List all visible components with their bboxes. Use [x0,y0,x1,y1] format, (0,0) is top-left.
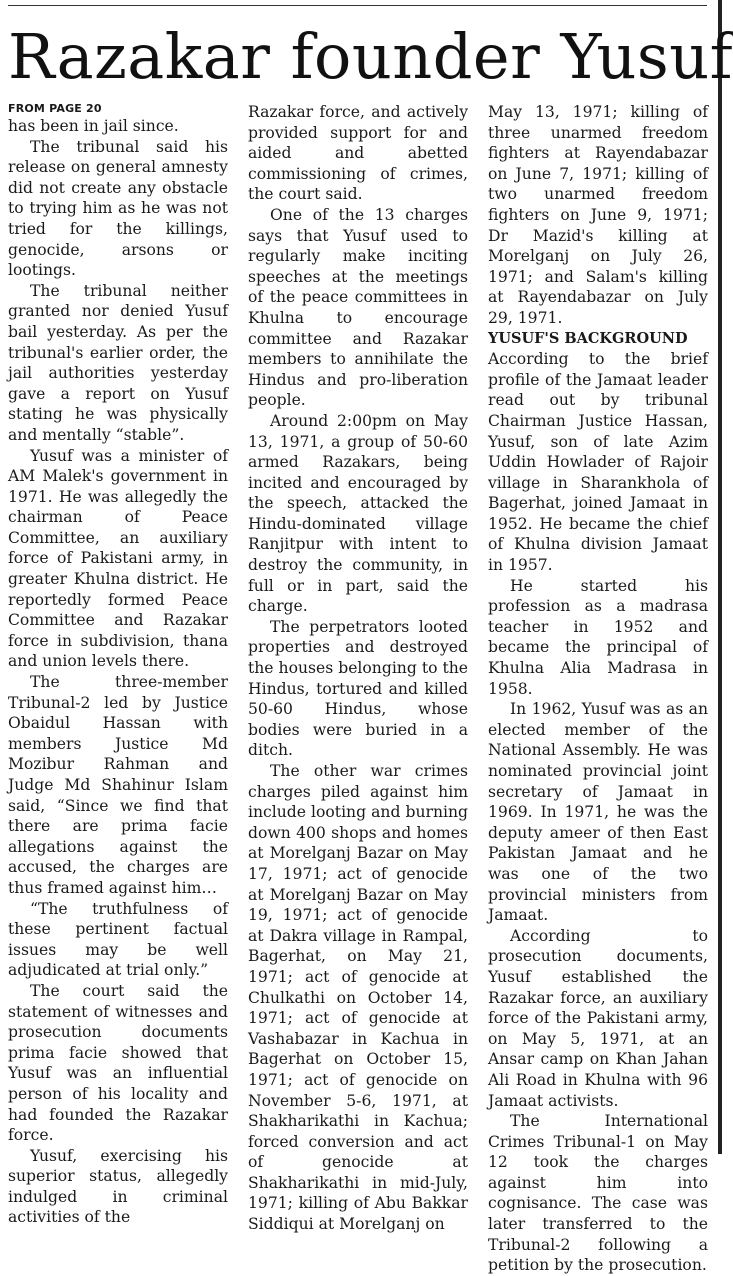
section-subhead: YUSUF'S BACKGROUND [488,329,688,347]
paragraph: has been in jail since. [8,117,179,135]
top-rule [8,5,707,6]
paragraph: The International Crimes Tribunal-1 on May 12 took the charges against him into cognisance. The case was later transferred to the Tribunal-2 following a petition by the prosecution. [488,1112,708,1275]
paragraph: In 1962, Yusuf was as an elected member of the National Assembly. He was nominated provincial joint secretary of Jamaat in 1969. In 1971, he was the deputy ameer of then East Pakistan Jamaat and he was one of the two provincial ministers from Jamaat. [488,700,708,925]
paragraph: The three-member Tribunal-2 led by Justice Obaidul Hassan with members Justice Md Mozibur Rahman and Judge Md Shahinur Islam said, “Since we find that there are prima facie allegations against the accused, the charges are thus framed against him… [8,673,228,897]
column-1 [8,102,228,1227]
paragraph: May 13, 1971; killing of three unarmed freedom fighters at Rayendabazar on June 7, 1971; killing of two unarmed freedom fighters on June 9, 1971; Dr Mazid's killing at Morelganj on July 26, 1971; and Salam's killing at Rayendabazar on July 29, 1971. [488,103,708,327]
page-edge-rule [718,0,722,1154]
paragraph: “The truthfulness of these pertinent factual issues may be well adjudicated at trial only.” [8,899,228,980]
paragraph: Yusuf was a minister of AM Malek's government in 1971. He was allegedly the chairman of Peace Committee, an auxiliary force of Pakistani army, in greater Khulna district. He reportedly formed Peace Committee and Razakar force in subdivision, thana and union levels there. [8,446,228,671]
paragraph: One of the 13 charges says that Yusuf used to regularly make inciting speeches at the meetings of the peace committees in Khulna to encourage committee and Razakar members to annihilate the Hindus and pro-liberation people. [248,205,468,410]
column-2 [248,102,468,1234]
paragraph: Yusuf, exercising his superior status, allegedly indulged in criminal activities of the [8,1146,228,1227]
column-3 [488,102,708,1275]
paragraph: The perpetrators looted properties and destroyed the houses belonging to the Hindus, tortured and killed 50-60 Hindus, whose bodies were buried in a ditch. [248,617,468,760]
headline: Razakar founder Yusuf [8,20,733,93]
paragraph: According to the brief profile of the Jamaat leader read out by tribunal Chairman Justice Hassan, Yusuf, son of late Azim Uddin Howlader of Rajoir village in Sharankhola of Bagerhat, joined Jamaat in 1952. He became the chief of Khulna division Jamaat in 1957. [488,350,708,575]
paragraph: Around 2:00pm on May 13, 1971, a group of 50-60 armed Razakars, being incited and encouraged by the speech, attacked the Hindu-dominated village Ranjitpur with intent to destroy the community, in full or in part, said the charge. [248,411,468,616]
paragraph: According to prosecution documents, Yusuf established the Razakar force, an auxiliary force of the Pakistani army, on May 5, 1971, at an Ansar camp on Khan Jahan Ali Road in Khulna with 96 Jamaat activists. [488,926,708,1110]
paragraph: Razakar force, and actively provided support for and aided and abetted commissioning of crimes, the court said. [248,103,468,204]
paragraph: He started his profession as a madrasa teacher in 1952 and became the principal of Khulna Alia Madrasa in 1958. [488,576,708,698]
paragraph: The tribunal said his release on general amnesty did not create any obstacle to trying him as he was not tried for the killings, genocide, arsons or lootings. [8,137,228,280]
paragraph: The tribunal neither granted nor denied Yusuf bail yesterday. As per the tribunal's earlier order, the jail authorities yesterday gave a report on Yusuf stating he was physically and mentally “stable”. [8,281,228,444]
paragraph: The other war crimes charges piled against him include looting and burning down 400 shops and homes at Morelganj Bazar on May 17, 1971; act of genocide at Morelganj Bazar on May 19, 1971; act of genocide at Dakra village in Rampal, Bagerhat, on May 21, 1971; act of genocide at Chulkathi on October 14, 1971; act of genocide at Vashabazar in Kachua in Bagerhat on October 15, 1971; act of genocide on November 5-6, 1971, at Shakharikathi in Kachua; forced conversion and act of genocide at Shakharikathi in mid-July, 1971; killing of Abu Bakkar Siddiqui at Morelganj on [248,762,468,1234]
from-page-label: FROM PAGE 20 [8,102,102,115]
paragraph: The court said the statement of witnesses and prosecution documents prima facie showed that Yusuf was an influential person of his locality and had founded the Razakar force. [8,981,228,1145]
